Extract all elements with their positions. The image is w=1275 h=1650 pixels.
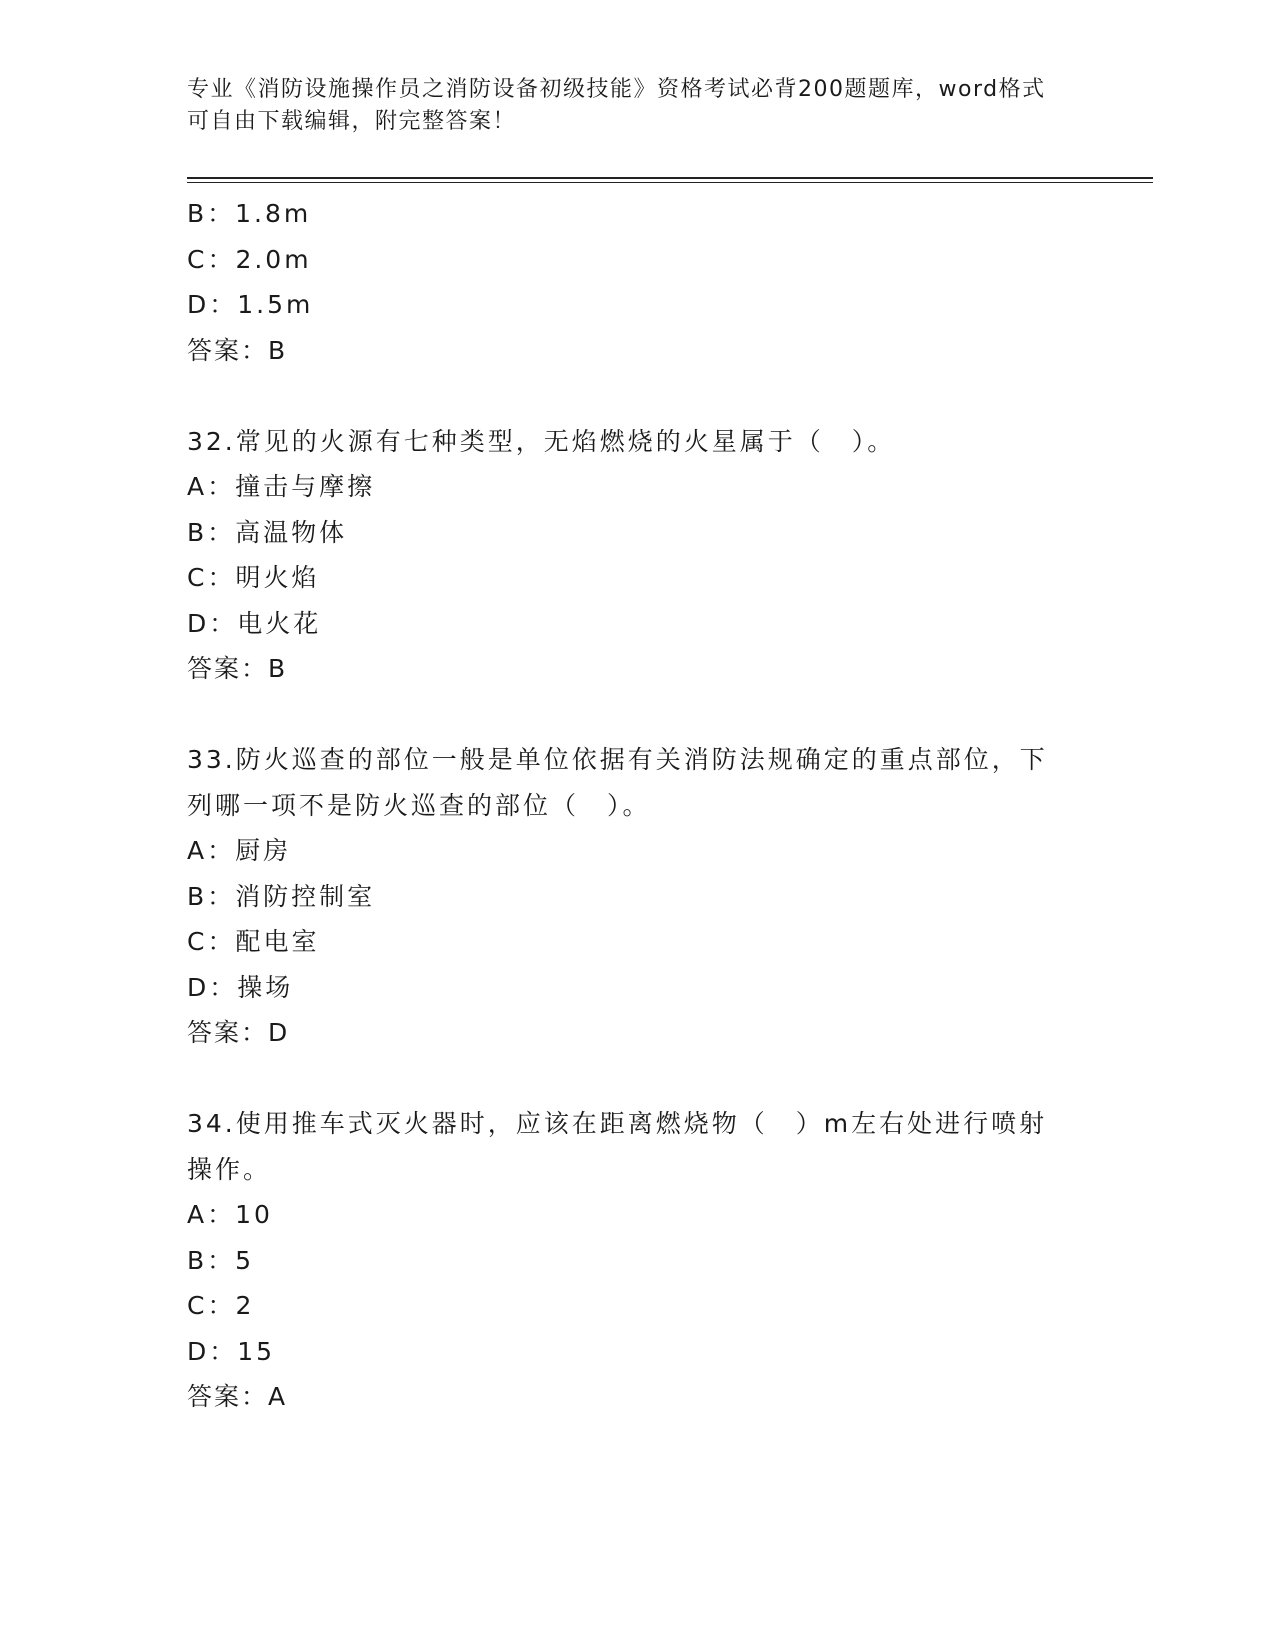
answer-line: 答案：B (187, 654, 288, 683)
option-b: B：5 (187, 1245, 255, 1275)
document-header: 专业《消防设施操作员之消防设备初级技能》资格考试必背200题题库，word格式可自由下载编辑，附完整答案！ (187, 77, 1046, 134)
spacer (187, 692, 1067, 738)
option-a: A：厨房 (187, 836, 292, 865)
option-b: B：1.8m (187, 199, 312, 228)
question-block-34 (187, 1101, 1067, 1420)
option-c: C：明火焰 (187, 563, 320, 592)
spacer (187, 1056, 1067, 1102)
option-d: D：1.5m (187, 290, 314, 319)
question-text: 34.使用推车式灭火器时，应该在距离燃烧物（ ）m左右处进行喷射操作。 (187, 1109, 1048, 1184)
option-d: D：电火花 (187, 608, 322, 638)
option-d: D：15 (187, 1336, 276, 1366)
question-text: 32.常见的火源有七种类型，无焰燃烧的火星属于（ ）。 (187, 426, 896, 456)
question-text: 33.防火巡查的部位一般是单位依据有关消防法规确定的重点部位，下列哪一项不是防火巡查的部位（ ）。 (187, 745, 1048, 820)
option-c: C：配电室 (187, 927, 320, 956)
answer-line: 答案：A (187, 1382, 288, 1411)
partial-question-block (187, 191, 1067, 373)
option-c: C：2 (187, 1291, 255, 1320)
question-list (187, 191, 1067, 1420)
option-c: C：2.0m (187, 244, 312, 274)
option-d: D：操场 (187, 972, 294, 1002)
spacer (187, 373, 1067, 419)
question-block-32 (187, 419, 1067, 692)
header-divider-thick (187, 177, 1153, 179)
answer-line: 答案：D (187, 1018, 290, 1047)
option-b: B：消防控制室 (187, 881, 376, 911)
answer-line: 答案：B (187, 335, 288, 365)
option-b: B：高温物体 (187, 517, 348, 547)
header-divider-thin (187, 182, 1153, 183)
option-a: A：10 (187, 1200, 273, 1229)
option-a: A：撞击与摩擦 (187, 472, 376, 501)
question-block-33 (187, 737, 1067, 1056)
